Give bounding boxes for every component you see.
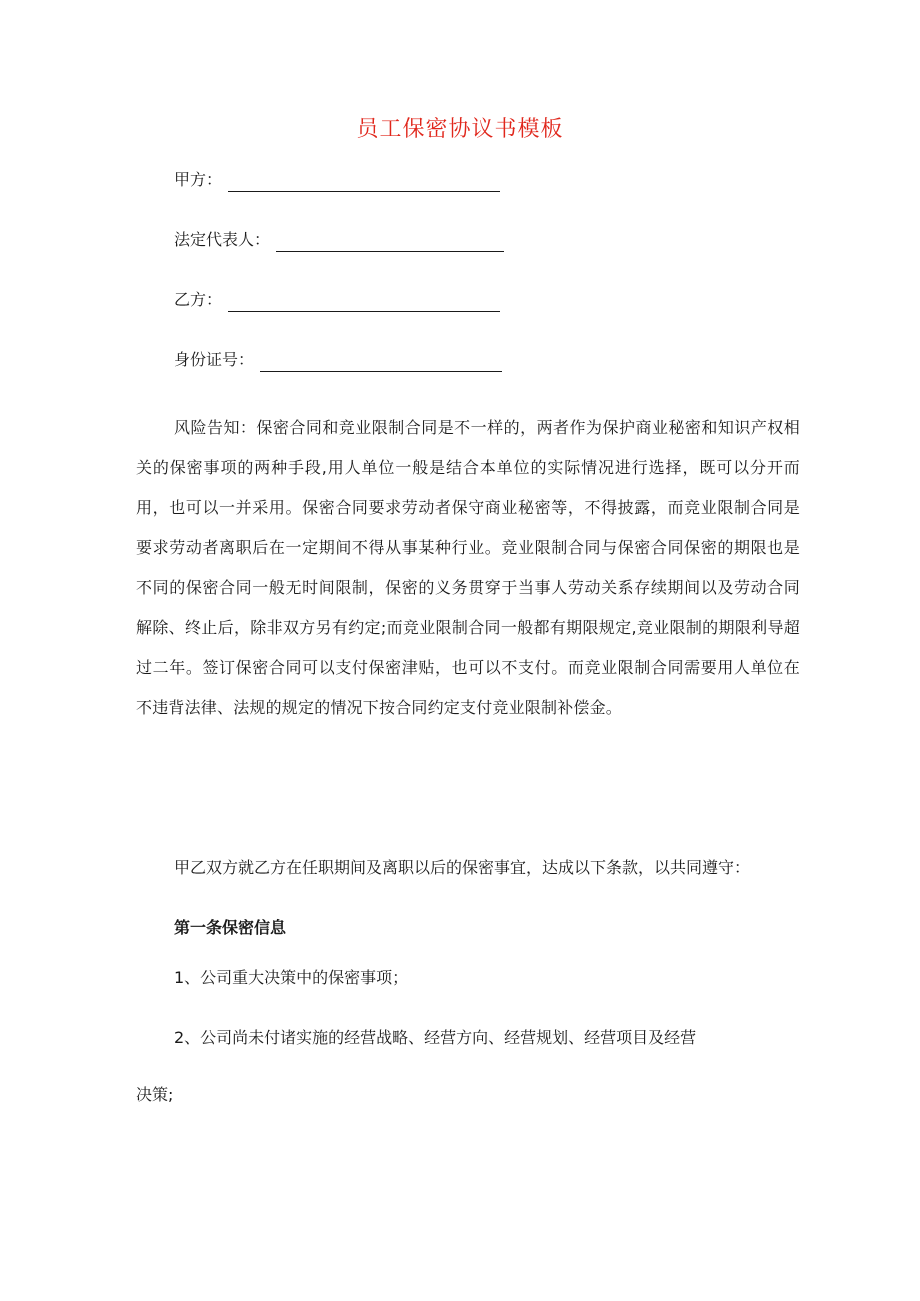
party-b-label: 乙方：	[174, 290, 223, 309]
id-number-blank-line	[260, 353, 502, 372]
legal-representative-blank-line	[276, 233, 504, 252]
article-1-item-2-continuation: 决策;	[136, 1085, 174, 1104]
id-number-label: 身份证号：	[174, 350, 255, 369]
risk-notice-paragraph: 风险告知：保密合同和竞业限制合同是不一样的，两者作为保护商业秘密和知识产权相关的保密事项的两种手段,用人单位一般是结合本单位的实际情况进行选择，既可以分开而用，也可以一并采用。保密合同要求劳动者保守商业秘密等，不得披露，而竞业限制合同是要求劳动者离职后在一定期间不得从事某种行业。竞业限制合同与保密合同保密的期限也是不同的保密合同一般无时间限制，保密的义务贯穿于当事人劳动关系存续期间以及劳动合同解除、终止后，除非双方另有约定;而竞业限制合同一般都有期限规定,竞业限制的期限利导超过二年。签订保密合同可以支付保密津贴，也可以不支付。而竞业限制合同需要用人单位在不违背法律、法规的规定的情况下按合同约定支付竞业限制补偿金。	[136, 418, 800, 717]
article-1-heading: 第一条保密信息	[174, 918, 287, 937]
party-a-label: 甲方：	[174, 170, 223, 189]
article-1-item-1: 1、公司重大决策中的保密事项；	[174, 968, 409, 987]
party-a-field	[174, 168, 500, 192]
legal-representative-label: 法定代表人：	[174, 230, 271, 249]
party-b-field	[174, 288, 500, 312]
document-title: 员工保密协议书模板	[356, 117, 564, 142]
id-number-field	[174, 348, 502, 372]
party-b-blank-line	[228, 293, 500, 312]
agreement-intro: 甲乙双方就乙方在任职期间及离职以后的保密事宜，达成以下条款，以共同遵守：	[174, 858, 751, 877]
legal-representative-field	[174, 228, 504, 252]
party-a-blank-line	[228, 173, 500, 192]
article-1-item-2: 2、公司尚未付诸实施的经营战略、经营方向、经营规划、经营项目及经营	[174, 1028, 697, 1047]
